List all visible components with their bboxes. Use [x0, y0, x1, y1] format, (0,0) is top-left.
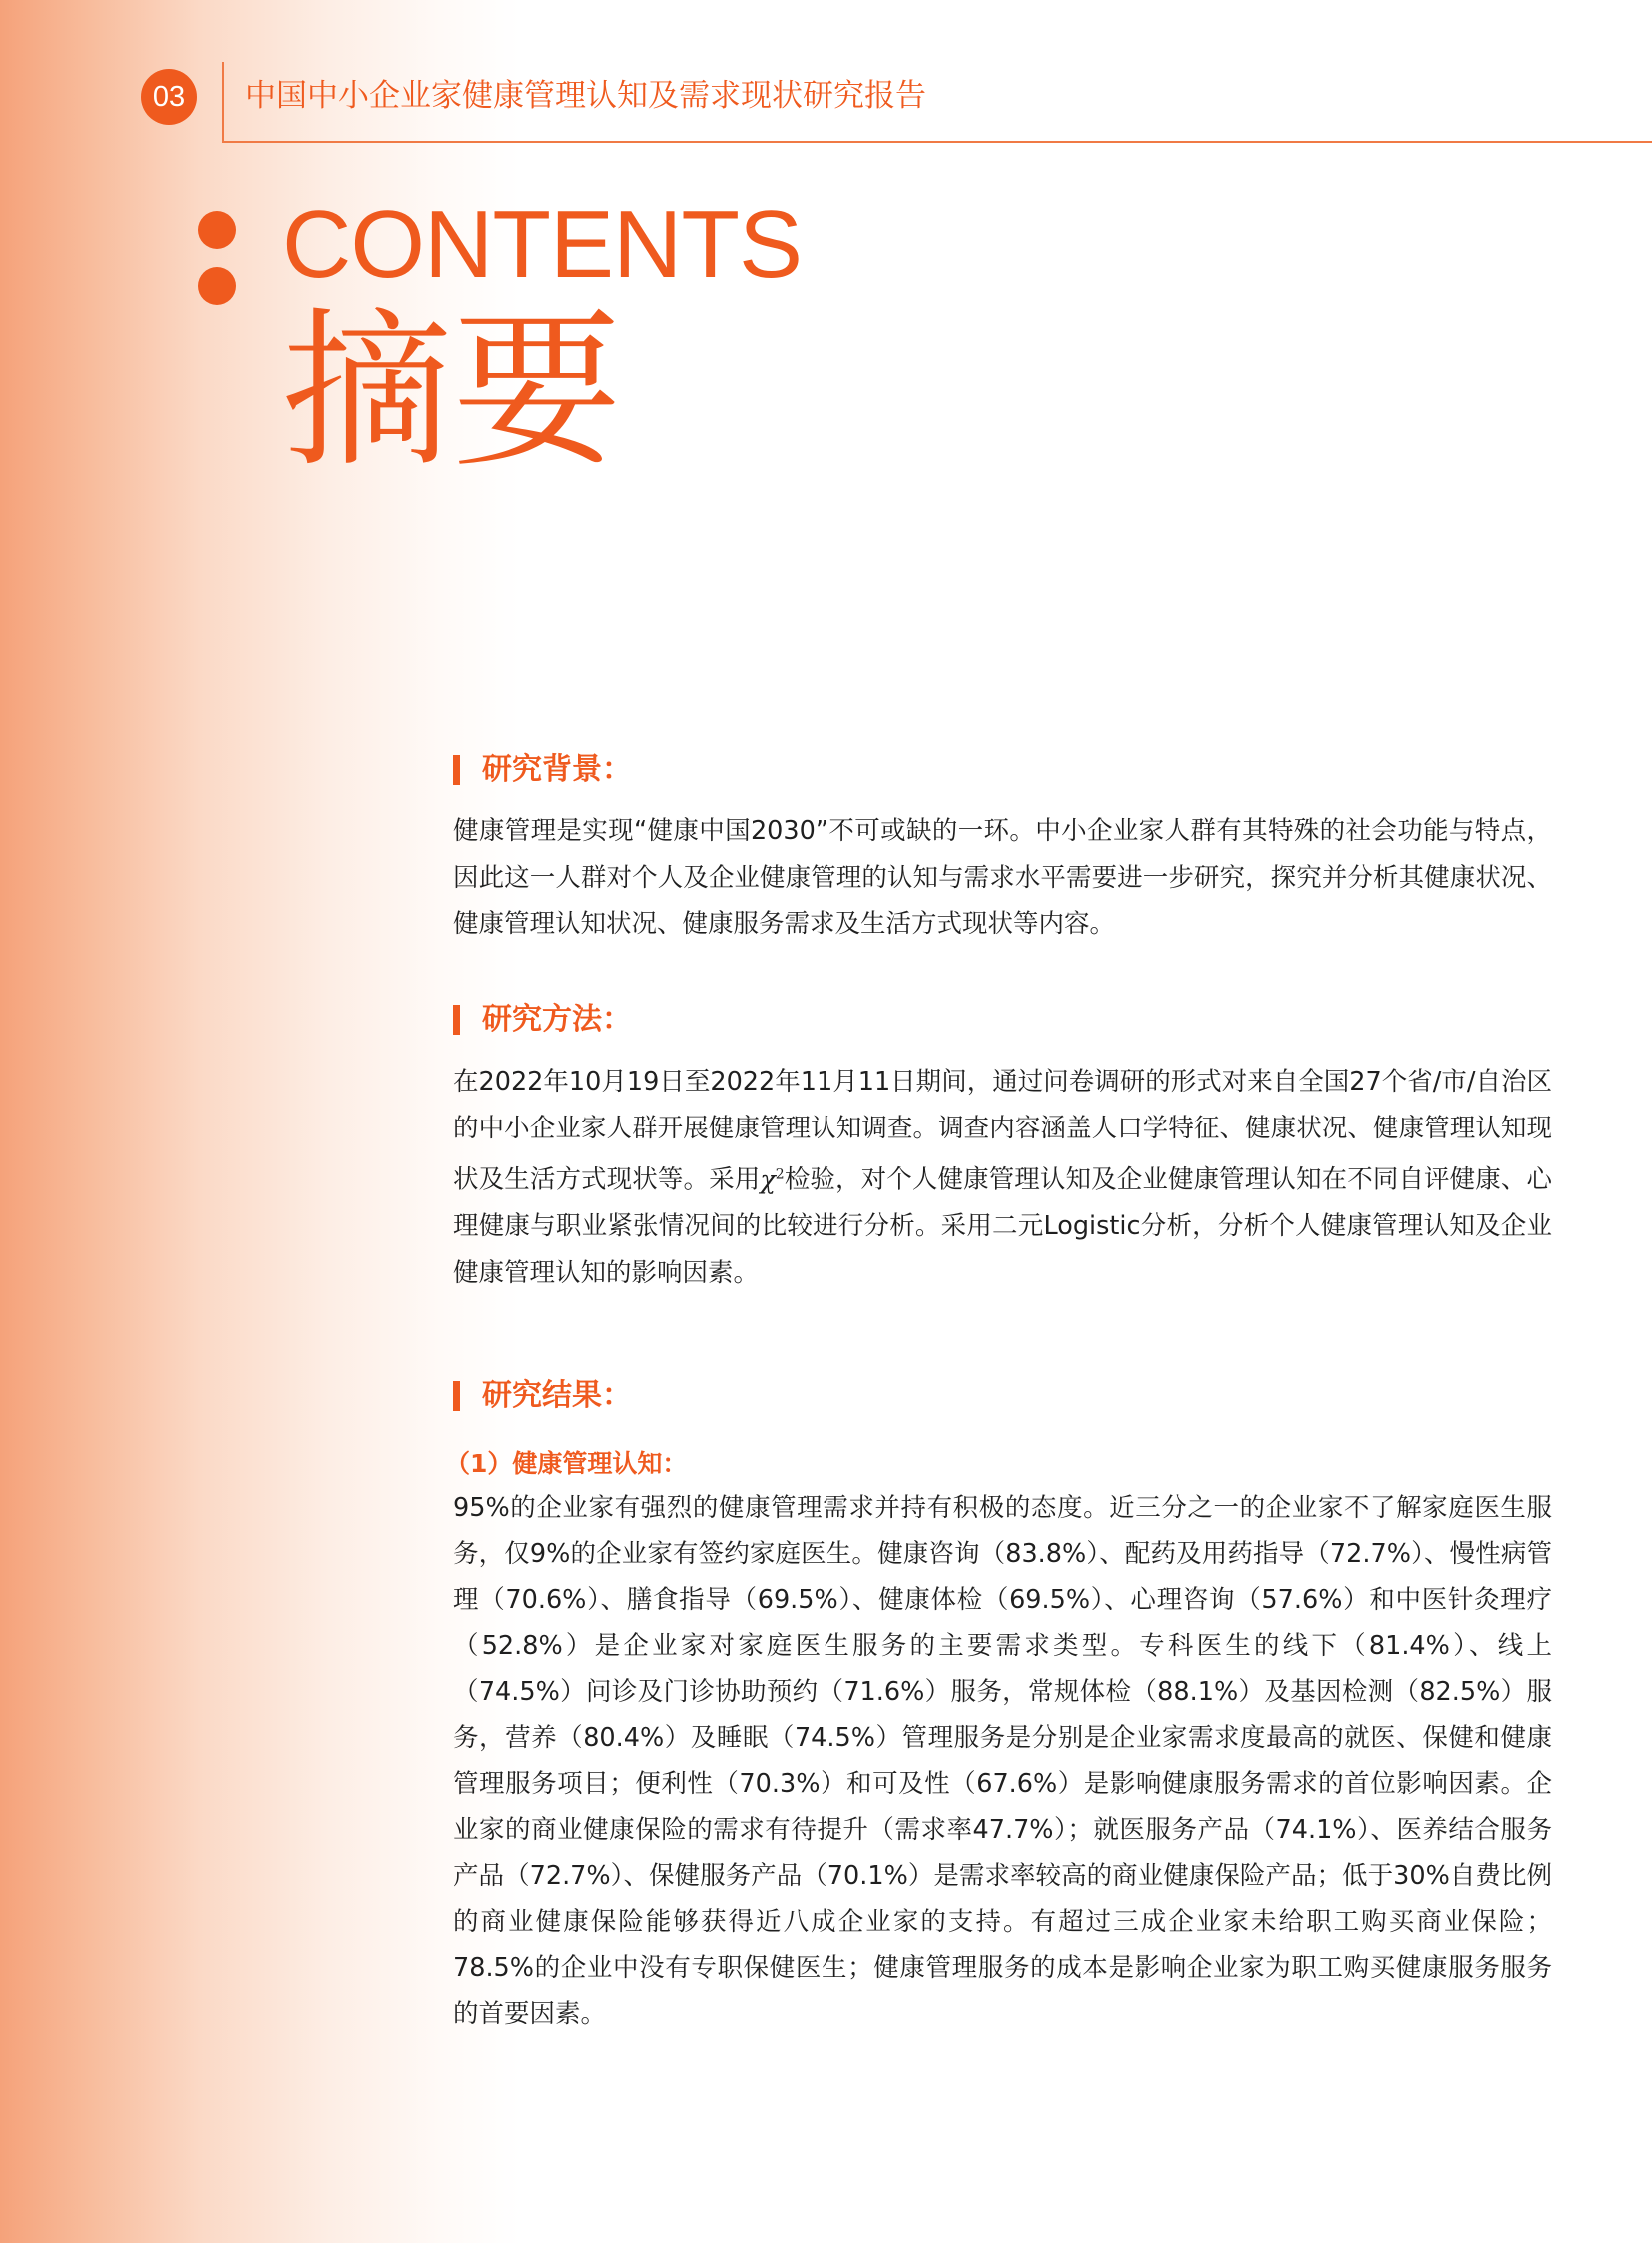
decorative-dot-bottom	[198, 267, 236, 305]
report-title: 中国中小企业家健康管理认知及需求现状研究报告	[245, 78, 926, 114]
section-bar	[453, 1005, 460, 1035]
methods-text-part-1: 在2022年10月19日至2022年11月11日期间，通过问卷调研的形式对来自全国27个省/市/自治区的中小企业家人群开展健康管理认知调查。调查内容涵盖人口学特征、健康状况、健康管理认知现状及生活方式现状等。采用	[453, 1067, 1552, 1195]
decorative-dot-top	[198, 211, 236, 249]
chi-power: 2	[775, 1166, 785, 1182]
header-rule	[222, 141, 1652, 143]
section-title-methods: 研究方法：	[482, 1002, 632, 1037]
methods-paragraph	[453, 1059, 1552, 1296]
methods-text-part-2: 检验，对个人健康管理认知及企业健康管理认知在不同自评健康、心理健康与职业紧张情况间的比较进行分析。采用二元Logistic分析，分析个人健康管理认知及企业健康管理认知的影响因素。	[453, 1164, 1552, 1288]
contents-heading: CONTENTS	[282, 191, 802, 298]
background-paragraph: 健康管理是实现“健康中国2030”不可或缺的一环。中小企业家人群有其特殊的社会功能与特点，因此这一人群对个人及企业健康管理的认知与需求水平需要进一步研究，探究并分析其健康状况、健康管理认知状况、健康服务需求及生活方式现状等内容。	[453, 816, 1552, 939]
header-divider	[222, 62, 224, 142]
section-bar	[453, 1381, 460, 1411]
results-paragraph: 95%的企业家有强烈的健康管理需求并持有积极的态度。近三分之一的企业家不了解家庭医生服务，仅9%的企业家有签约家庭医生。健康咨询（83.8%）、配药及用药指导（72.7%）、慢性病管理（70.6%）、膳食指导（69.5%）、健康体检（69.5%）、心理咨询（57.6%）和中医针灸理疗（52.8%）是企业家对家庭医生服务的主要需求类型。专科医生的线下（81.4%）、线上（74.5%）问诊及门诊协助预约（71.6%）服务，常规体检（88.1%）及基因检测（82.5%）服务，营养（80.4%）及睡眠（74.5%）管理服务是分别是企业家需求度最高的就医、保健和健康管理服务项目；便利性（70.3%）和可及性（67.6%）是影响健康服务需求的首位影响因素。企业家的商业健康保险的需求有待提升（需求率47.7%）；就医服务产品（74.1%）、医养结合服务产品（72.7%）、保健服务产品（70.1%）是需求率较高的商业健康保险产品；低于30%自费比例的商业健康保险能够获得近八成企业家的支持。有超过三成企业家未给职工购买商业保险；78.5%的企业中没有专职保健医生；健康管理服务的成本是影响企业家为职工购买健康服务服务的首要因素。	[453, 1493, 1552, 2029]
section-title-background: 研究背景：	[482, 752, 632, 787]
abstract-title: 摘要	[282, 293, 623, 491]
page-number-badge: 03	[141, 69, 197, 125]
subsection-title-health-cognition: （1）健康管理认知：	[445, 1449, 688, 1478]
section-title-results: 研究结果：	[482, 1378, 632, 1413]
chi-symbol: χ	[760, 1164, 776, 1195]
chi-square-symbol	[760, 1165, 784, 1195]
section-bar	[453, 755, 460, 785]
